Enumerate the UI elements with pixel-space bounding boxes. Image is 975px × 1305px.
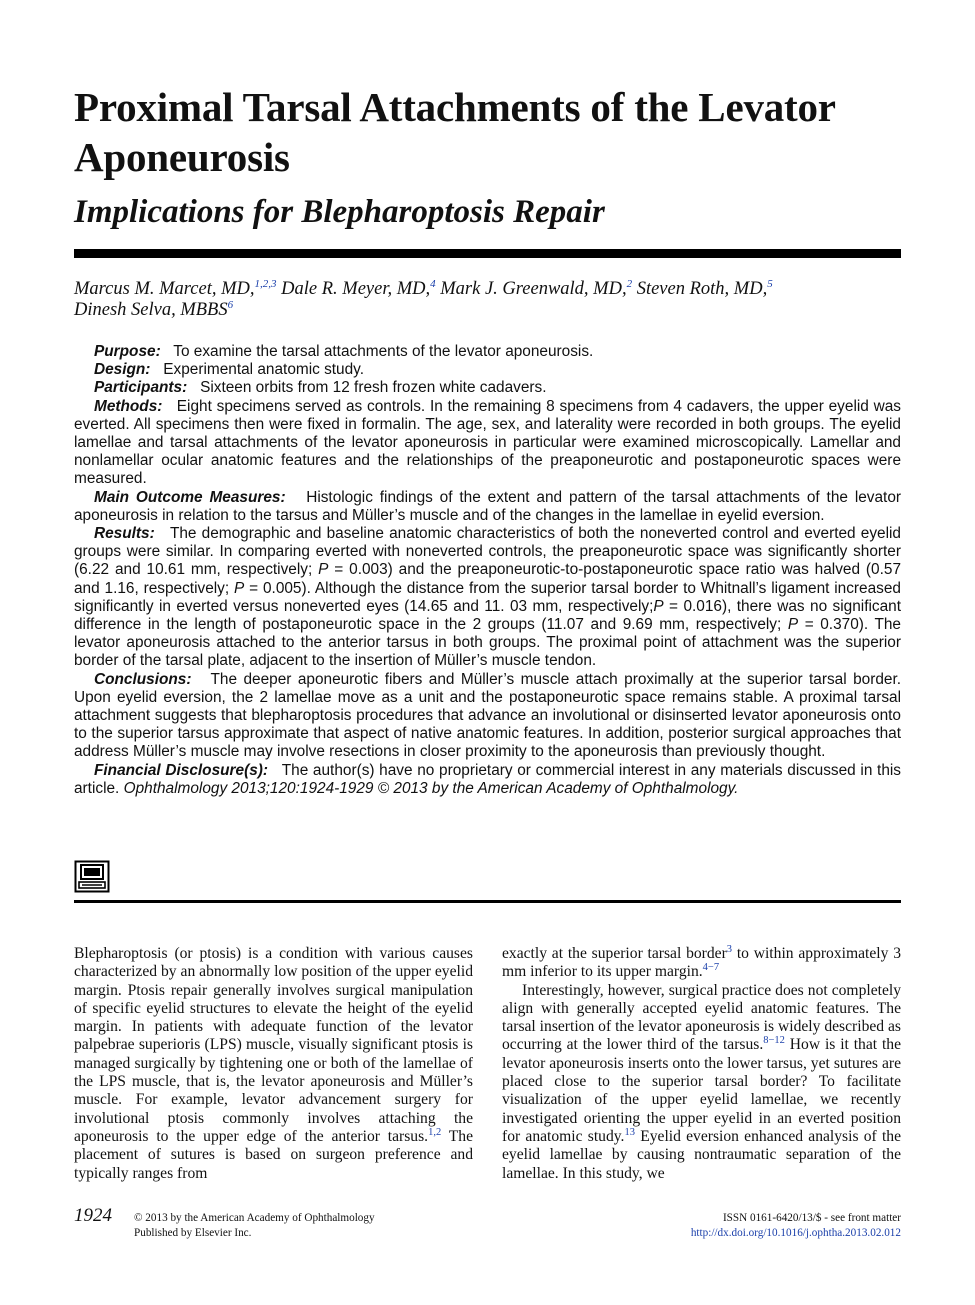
results-label: Results: — [94, 525, 155, 543]
article-subtitle: Implications for Blepharoptosis Repair — [74, 194, 605, 230]
abstract-results — [74, 525, 901, 671]
abstract-disclosure — [74, 762, 901, 798]
citation-text: Ophthalmology 2013;120:1924-1929 © 2013 by the American Academy of Ophthalmology. — [123, 779, 739, 797]
computer-monitor-icon[interactable] — [74, 860, 110, 893]
body-text: Blepharoptosis (or ptosis) is a condition with various causes characterized by an abnormally low position of the upper eyelid margin. Ptosis repair generally involves surgical manipulation of specific eyelid structures to elevate the height of the eyelid margin. In patients with adequate function of the levator palpebrae superioris (LPS) muscle, visually significant ptosis is managed surgically by tightening one or both of the lamellae of the LPS muscle, that is, the levator aponeurosis and Müller’s muscle. For example, levator advancement surgery for involutional ptosis commonly involves attaching the aponeurosis to the upper edge of the anterior tarsus. — [74, 945, 473, 1145]
footer-identifiers — [691, 1211, 901, 1241]
body-paragraph — [502, 945, 901, 982]
body-text: Eyelid eversion enhanced analysis of the eyelid lamellae by causing nontraumatic separation of the lamellae. In this study, we — [502, 1127, 901, 1182]
body-column-left — [74, 945, 473, 1183]
issn-text: ISSN 0161-6420/13/$ - see front matter — [722, 1212, 901, 1224]
abstract-divider — [74, 900, 901, 903]
reference-link[interactable]: 13 — [624, 1126, 635, 1138]
conclusions-text: The deeper aponeurotic fibers and Müller’s muscle attach proximally at the superior tarsal border. Upon eyelid eversion, the 2 lamellae move as a unit and the postaponeurotic space remains stable. A proximal tarsal attachment suggests that blepharoptosis procedures that advance an involutional or disinserted levator aponeurosis onto to the superior tarsus approximate that aspect of native anatomic features. In addition, posterior surgical approaches that address Müller’s muscle may involve resections in closer proximity to the aponeurosis than previously thought. — [74, 670, 901, 761]
page-number: 1924 — [74, 1205, 112, 1226]
abstract-purpose — [74, 343, 901, 361]
author-name: Dinesh Selva, MBBS — [74, 300, 228, 320]
doi-link[interactable]: http://dx.doi.org/10.1016/j.ophtha.2013.02.012 — [690, 1227, 901, 1239]
participants-text: Sixteen orbits from 12 fresh frozen white cadavers. — [200, 379, 547, 397]
design-label: Design: — [94, 361, 151, 379]
abstract — [74, 343, 901, 798]
reference-link[interactable]: 4−7 — [702, 962, 720, 974]
body-text: exactly at the superior tarsal border — [502, 945, 727, 962]
affiliation-ref[interactable]: 2 — [626, 278, 633, 290]
body-column-right — [502, 945, 901, 1183]
disclosure-label: Financial Disclosure(s): — [94, 761, 269, 779]
affiliation-ref[interactable]: 5 — [767, 278, 773, 290]
title-divider — [74, 249, 901, 258]
reference-link[interactable]: 1,2 — [428, 1126, 442, 1138]
abstract-design — [74, 361, 901, 379]
results-text: = 0.003) and the preaponeurotic-to-postaponeurotic space ratio was halved (0.57 and 1.16, respectively; — [74, 561, 901, 597]
body-paragraph — [502, 982, 901, 1183]
results-text: = 0.370). The levator aponeurosis attached to the anterior tarsus in both groups. The proximal point of attachment was the superior border of the tarsal plate, adjacent to the insertion of Müller’s muscle tendon. — [74, 616, 901, 670]
body-text: How is it that the levator aponeurosis inserts onto the lower tarsus, yet sutures are placed close to the superior tarsal border? To facilitate visualization of the upper eyelid lamellae, we recently investigated orienting the upper eyelid in an everted position for anatomic study. — [502, 1036, 902, 1145]
abstract-outcome — [74, 489, 901, 525]
author-list — [74, 279, 894, 321]
body-text: to within approximately 3 mm inferior to its upper margin. — [502, 945, 901, 981]
disclosure-text: The author(s) have no proprietary or commercial interest in any materials discussed in this article. — [74, 761, 901, 797]
body-text: Interestingly, however, surgical practice does not completely align with generally accepted eyelid anatomic features. The tarsal insertion of the levator aponeurosis is widely described as occurring at the lower third of the tarsus. — [502, 981, 901, 1054]
author-name: Dale R. Meyer, MD, — [281, 279, 431, 299]
abstract-conclusions — [74, 671, 901, 762]
conclusions-label: Conclusions: — [94, 670, 192, 688]
p-symbol: P — [653, 597, 664, 615]
outcome-text: Histologic findings of the extent and pattern of the tarsal attachments of the levator aponeurosis in relation to the tarsus and Müller’s muscle and of the changes in the lamellae in eyelid eversion. — [74, 488, 902, 524]
p-symbol: P — [787, 616, 799, 634]
author-name: Mark J. Greenwald, MD, — [440, 279, 627, 299]
results-text: The demographic and baseline anatomic characteristics of both the noneverted control and everted eyelid groups were similar. In comparing everted with noneverted controls, the preaponeurotic space was significantly shorter (6.22 and 10.61 mm, respectively; — [74, 525, 901, 579]
affiliation-ref[interactable]: 6 — [227, 299, 234, 311]
affiliation-ref[interactable]: 4 — [430, 278, 436, 290]
copyright-text: © 2013 by the American Academy of Ophthalmology — [134, 1212, 375, 1224]
abstract-methods — [74, 398, 901, 489]
author-name: Marcus M. Marcet, MD, — [74, 279, 255, 299]
methods-label: Methods: — [94, 397, 163, 415]
outcome-label: Main Outcome Measures: — [94, 488, 286, 506]
p-symbol: P — [234, 579, 245, 597]
author-name: Steven Roth, MD, — [636, 279, 768, 299]
purpose-text: To examine the tarsal attachments of the levator aponeurosis. — [173, 343, 594, 360]
affiliation-ref[interactable]: 1,2,3 — [254, 278, 277, 290]
purpose-label: Purpose: — [94, 343, 161, 360]
methods-text: Eight specimens served as controls. In the remaining 8 specimens from 4 cadavers, the upper eyelid was everted. All specimens then were fixed in formalin. The age, sex, and laterality were recorded in both groups. The eyelid lamellae and tarsal attachments of the levator aponeurosis in particular were examined microscopically. Lamellar and nonlamellar ocular anatomic features and the relationships of the preaponeurotic and postaponeurotic spaces were measured. — [74, 397, 901, 488]
article-title: Proximal Tarsal Attachments of the Levator Aponeurosis — [74, 84, 836, 180]
publisher-text: Published by Elsevier Inc. — [134, 1227, 252, 1239]
reference-link[interactable]: 8−12 — [763, 1035, 785, 1047]
abstract-participants — [74, 379, 901, 397]
body-paragraph — [74, 945, 473, 1183]
results-text: = 0.016), there was no significant difference in the length of postaponeurotic space in the 2 groups (11.07 and 9.69 mm, respectively; — [74, 597, 901, 634]
p-symbol: P — [318, 561, 329, 579]
design-text: Experimental anatomic study. — [163, 361, 365, 379]
reference-link[interactable]: 3 — [726, 944, 733, 955]
results-text: = 0.005). Although the distance from the superior tarsal border to Whitnall’s ligament increased significantly in everted versus noneverted eyes (14.65 and 11. 03 mm, respectively; — [74, 579, 901, 615]
footer-copyright — [134, 1211, 375, 1241]
participants-label: Participants: — [94, 379, 188, 397]
body-text: The placement of sutures is based on surgeon preference and typically ranges from — [74, 1127, 473, 1182]
